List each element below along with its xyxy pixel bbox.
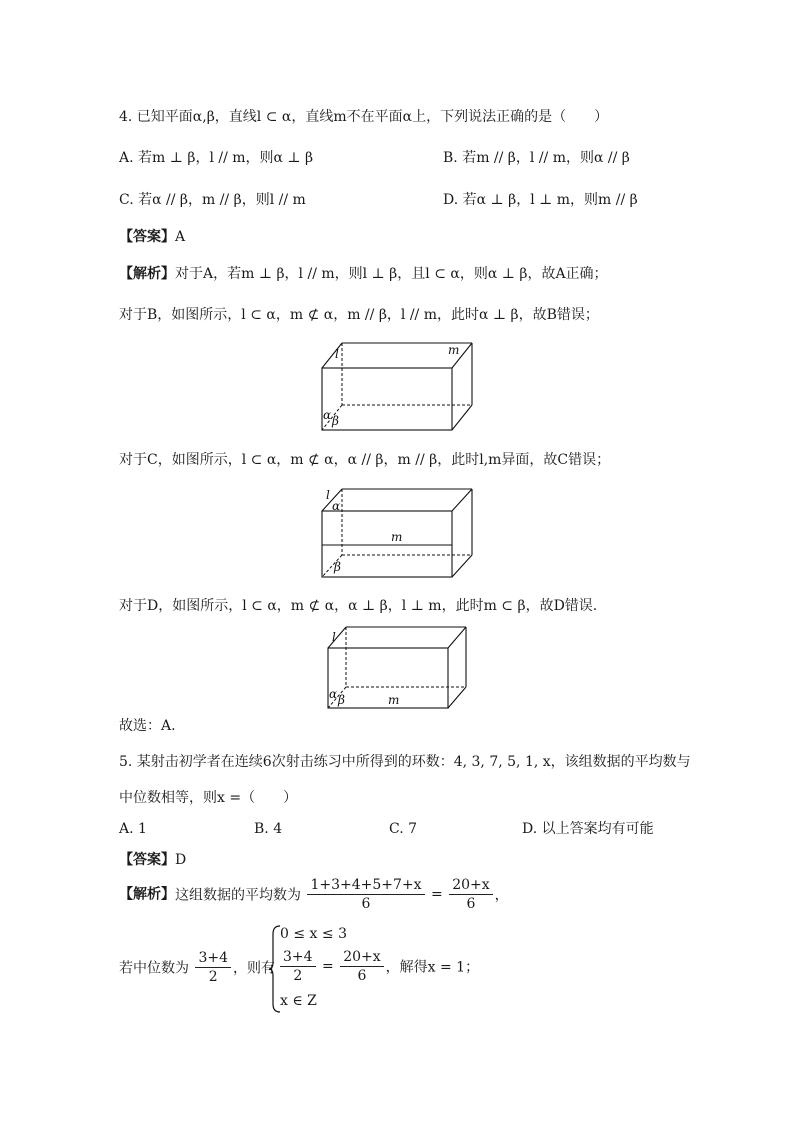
- figure-b-box: [318, 338, 478, 434]
- system-line-3: x ∈ Z: [280, 993, 317, 1009]
- mean-end: ，: [494, 887, 509, 904]
- fig-d-label-alpha: α: [329, 687, 338, 701]
- solve-text: ，解得x = 1；: [385, 959, 480, 976]
- q5-stem-line1: 5. 某射击初学者在连续6次射击练习中所得到的环数：4, 3, 7, 5, 1, x，该组数据的平均数与: [119, 754, 691, 770]
- answer-label: 【答案】: [119, 229, 175, 245]
- fig-c-label-m: m: [391, 530, 403, 544]
- mean-denominator-2: 6: [466, 896, 476, 912]
- mean-equals: =: [431, 886, 443, 903]
- q5-answer: [119, 850, 186, 870]
- q4-option-c: C. 若α // β，m // β，则l // m: [119, 192, 306, 208]
- q5-option-c: C. 7: [389, 821, 418, 837]
- fig-c-label-beta: β: [334, 560, 341, 574]
- system-fraction-1: [280, 948, 316, 985]
- system-numerator-2: 20+x: [340, 948, 383, 967]
- fig-c-label-alpha: α: [332, 499, 341, 513]
- q4-analysis-a: [119, 264, 608, 284]
- median-prefix-text: 若中位数为: [119, 960, 189, 977]
- mean-numerator: 1+3+4+5+7+x: [307, 876, 424, 895]
- fig-d-label-m: m: [388, 693, 400, 707]
- mean-prefix: 这组数据的平均数为: [175, 887, 301, 904]
- figure-c-box: [318, 484, 478, 580]
- system-line-1: 0 ≤ x ≤ 3: [280, 926, 347, 942]
- analysis-a-text: 对于A，若m ⊥ β，l // m，则l ⊥ β，且l ⊂ α，则α ⊥ β，故A正确；: [175, 266, 608, 282]
- fig-d-label-l: l: [332, 630, 336, 644]
- median-fraction: [195, 949, 231, 986]
- system-denominator-2: 6: [357, 968, 367, 984]
- answer-value: D: [175, 852, 187, 868]
- fig-b-label-m: m: [448, 343, 460, 357]
- median-denominator: 2: [208, 969, 218, 985]
- analysis-label: 【解析】: [119, 266, 175, 282]
- q5-option-a: A. 1: [119, 821, 147, 837]
- median-numerator: 3+4: [195, 949, 231, 968]
- fig-b-label-alpha: α: [323, 408, 332, 422]
- mean-numerator-2: 20+x: [449, 876, 492, 895]
- q4-answer: [119, 227, 185, 247]
- q4-analysis-d: 对于D，如图所示，l ⊂ α，m ⊄ α，α ⊥ β，l ⊥ m，此时m ⊂ β，故D错误.: [119, 598, 598, 614]
- q4-analysis-b: 对于B，如图所示，l ⊂ α，m ⊄ α，m // β，l // m，此时α ⊥ β，故B错误；: [119, 307, 599, 323]
- q4-stem: 4. 已知平面α,β，直线l ⊂ α，直线m不在平面α上，下列说法正确的是（ ）: [119, 109, 609, 125]
- answer-value: A: [175, 229, 186, 245]
- q5-option-d: D. 以上答案均有可能: [522, 821, 654, 837]
- q4-option-b: B. 若m // β，l // m，则α // β: [443, 150, 630, 166]
- system-denominator-1: 2: [293, 968, 303, 984]
- figure-d-box: [324, 622, 474, 712]
- q5-option-b: B. 4: [254, 821, 283, 837]
- q4-conclusion: 故选：A.: [119, 718, 176, 734]
- system-fraction-2: [340, 948, 383, 985]
- q5-stem-line2: 中位数相等，则x =（ ）: [119, 790, 298, 806]
- mean-fraction: [307, 876, 424, 913]
- system-line-2: [278, 948, 479, 985]
- mean-fraction-2: [449, 876, 492, 913]
- q5-median-prefix: [119, 949, 275, 986]
- fig-c-label-l: l: [326, 488, 330, 502]
- q4-option-d: D. 若α ⊥ β，l ⊥ m，则m // β: [443, 192, 638, 208]
- fig-d-label-beta: β: [338, 693, 345, 707]
- q4-option-a: A. 若m ⊥ β，l // m，则α ⊥ β: [119, 150, 314, 166]
- mean-denominator: 6: [361, 896, 371, 912]
- q5-analysis-mean: [119, 876, 509, 913]
- then-text: ，则有: [233, 960, 275, 977]
- system-numerator-1: 3+4: [280, 948, 316, 967]
- fig-b-label-beta: β: [332, 414, 339, 428]
- analysis-label: 【解析】: [119, 886, 175, 903]
- fig-b-label-l: l: [335, 347, 339, 361]
- q4-analysis-c: 对于C，如图所示，l ⊂ α，m ⊄ α，α // β，m // β，此时l,m异面，故C错误；: [119, 452, 611, 468]
- system-equals: =: [322, 958, 334, 975]
- answer-label: 【答案】: [119, 852, 175, 868]
